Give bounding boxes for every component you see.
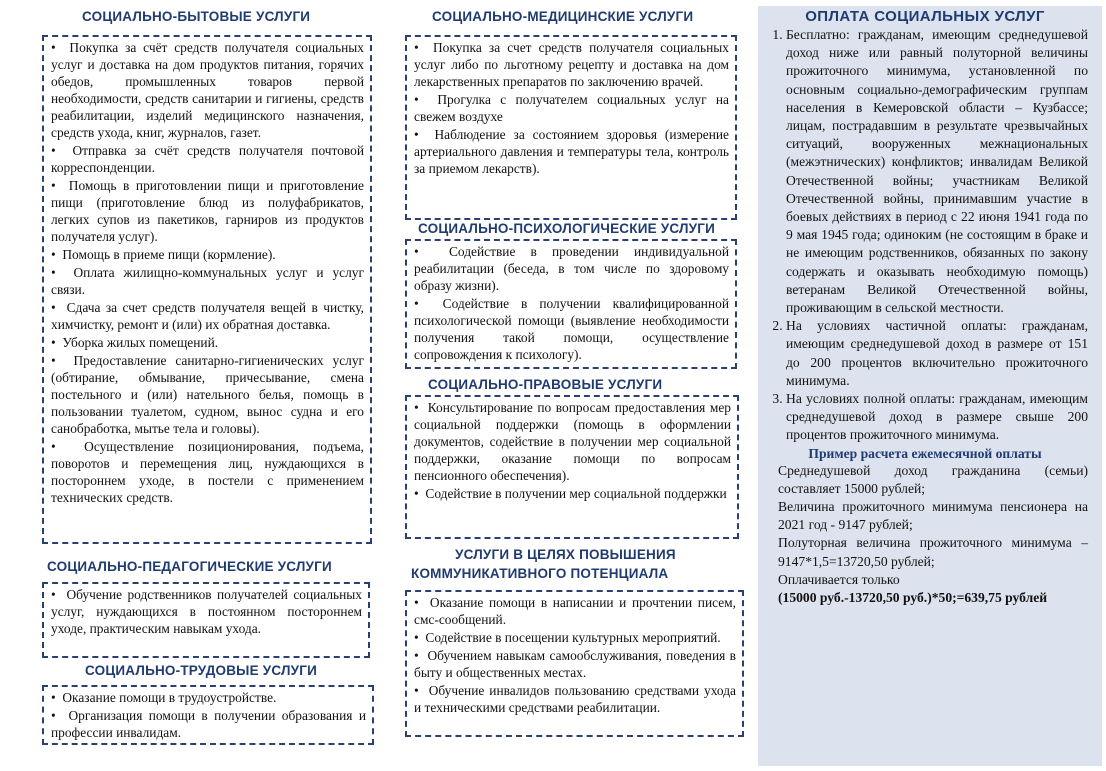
labor-services-list <box>51 689 366 741</box>
list-item: • Осуществление позиционирования, подъема, поворотов и перемещения лиц, нуждающихся в постороннем уходе, в постели с применением технических средств. <box>51 438 364 506</box>
example-line: Среднедушевой доход гражданина (семьи) составляет 15000 рублей; <box>778 462 1088 496</box>
legal-services-list <box>414 399 731 502</box>
list-item: • Организация помощи в получении образования и профессии инвалидам. <box>51 707 366 741</box>
list-item: • Оказание помощи в трудоустройстве. <box>51 689 366 706</box>
list-item: • Обучение родственников получателей социальных услуг, нуждающихся в постоянном постороннем уходе, практическим навыкам ухода. <box>51 586 362 637</box>
list-item: • Покупка за счёт средств получателя социальных услуг и доставка на дом продуктов питания, горячих обедов, промышленных товаров первой необходимости, средств санитарии и гигиены, средств реабилитации, изделий медицинского назначения, средств ухода, книг, журналов, газет. <box>51 39 364 141</box>
list-item: • Обучение инвалидов пользованию средствами ухода и техническими средствами реабилитации. <box>414 682 736 716</box>
medical-services-heading: СОЦИАЛЬНО-МЕДИЦИНСКИЕ УСЛУГИ <box>432 9 694 24</box>
list-item: • Прогулка с получателем социальных услуг на свежем воздухе <box>414 91 729 125</box>
payment-panel <box>758 6 1102 766</box>
example-line: Полуторная величина прожиточного минимума – 9147*1,5=13720,50 рублей; <box>778 535 1088 569</box>
example-line: Величина прожиточного минимума пенсионера на 2021 год - 9147 рублей; <box>778 499 1088 533</box>
labor-services-heading: СОЦИАЛЬНО-ТРУДОВЫЕ УСЛУГИ <box>85 663 317 678</box>
list-item: • Консультирование по вопросам предоставления мер социальной поддержки (помощь в оформлении документов, содействие в получении мер социальной поддержки, оказание помощи по вопросам пенсионного обеспечения). <box>414 399 731 484</box>
psychological-services-list <box>414 243 729 363</box>
list-item: • Сдача за счет средств получателя вещей в чистку, химчистку, ремонт и (или) их обратная доставка. <box>51 299 364 333</box>
communicative-services-list <box>414 594 736 716</box>
list-item: • Покупка за счет средств получателя социальных услуг либо по льготному рецепту и доставка на дом лекарственных препаратов по заключению врачей. <box>414 39 729 90</box>
medical-services-box <box>405 35 737 220</box>
list-item: • Помощь в приготовлении пищи и приготовление пищи (приготовление блюд из полуфабрикатов, легких супов из пакетиков, гарниров из продуктов получателя услуг). <box>51 177 364 245</box>
medical-services-list <box>414 39 729 177</box>
payment-condition: 2. На условиях частичной оплаты: гражданам, имеющим среднедушевой доход в размере от 151 до 200 процентов включительно прожиточного минимума. <box>786 317 1088 390</box>
pedagogical-services-box <box>42 582 370 658</box>
household-services-heading: СОЦИАЛЬНО-БЫТОВЫЕ УСЛУГИ <box>82 9 311 24</box>
list-item: • Наблюдение за состоянием здоровья (измерение артериального давления и температуры тела, контроль за приемом лекарств). <box>414 126 729 177</box>
example-line: Оплачивается только <box>778 571 900 587</box>
payment-conditions-list <box>762 26 1088 445</box>
household-services-list <box>51 39 364 506</box>
payment-title: ОПЛАТА СОЦИАЛЬНЫХ УСЛУГ <box>805 8 1045 25</box>
list-item: • Содействие в проведении индивидуальной реабилитации (беседа, в том числе по здоровому образу жизни). <box>414 243 729 294</box>
pedagogical-services-heading: СОЦИАЛЬНО-ПЕДАГОГИЧЕСКИЕ УСЛУГИ <box>47 559 332 574</box>
example-title: Пример расчета ежемесячной оплаты <box>808 445 1042 461</box>
labor-services-box <box>42 685 374 745</box>
list-item: • Содействие в получении мер социальной поддержки <box>414 485 731 502</box>
legal-services-heading: СОЦИАЛЬНО-ПРАВОВЫЕ УСЛУГИ <box>428 377 663 392</box>
psychological-services-box <box>405 239 737 369</box>
payment-example <box>762 462 1088 608</box>
pedagogical-services-list <box>51 586 362 637</box>
list-item: • Содействие в получении квалифицированной психологической помощи (выявление необходимости получения такой помощи, осуществление сопровождения к психологу). <box>414 295 729 363</box>
list-item: • Оказание помощи в написании и прочтении писем, смс-сообщений. <box>414 594 736 628</box>
payment-condition: 1. Бесплатно: гражданам, имеющим среднедушевой доход ниже или равный полуторной величины прожиточного минимума, установленной по основным социально-демографическим группам населения в Кемеровской области – Кузбассе; лицам, пострадавшим в результате чрезвычайных ситуаций, вооруженных межнациональных (межэтнических) конфликтов; инвалидам Великой Отечественной войны; участникам Великой Отечественной войны, принимавшим участие в боевых действиях в период с 22 июня 1941 года по 9 мая 1945 года; одиноким (не состоящим в браке и не имеющим родственников, обязанных по закону содержать и оказывать необходимую помощь) ветеранам Великой Отечественной войны, проживающим в сельской местности. <box>786 26 1088 317</box>
list-item: • Предоставление санитарно-гигиенических услуг (обтирание, обмывание, причесывание, смена постельного и (или) нательного белья, помощь в пользовании туалетом, судном, вынос судна и его санобработка, мытье тела и головы). <box>51 352 364 437</box>
list-item: • Оплата жилищно-коммунальных услуг и услуг связи. <box>51 264 364 298</box>
list-item: • Помощь в приеме пищи (кормление). <box>51 246 364 263</box>
household-services-box <box>42 35 372 544</box>
psychological-services-heading: СОЦИАЛЬНО-ПСИХОЛОГИЧЕСКИЕ УСЛУГИ <box>418 221 715 236</box>
communicative-services-heading-1: УСЛУГИ В ЦЕЛЯХ ПОВЫШЕНИЯ <box>455 547 676 562</box>
communicative-services-box <box>405 590 744 737</box>
list-item: • Отправка за счёт средств получателя почтовой корреспонденции. <box>51 142 364 176</box>
communicative-services-heading-2: КОММУНИКАТИВНОГО ПОТЕНЦИАЛА <box>411 566 669 581</box>
example-result: (15000 руб.-13720,50 руб.)*50;=639,75 рублей <box>778 590 1048 606</box>
list-item: • Содействие в посещении культурных мероприятий. <box>414 629 736 646</box>
payment-condition: 3. На условиях полной оплаты: гражданам, имеющим среднедушевой доход в размере свыше 200 процентов прожиточного минимума. <box>786 390 1088 445</box>
list-item: • Обучением навыкам самообслуживания, поведения в быту и общественных местах. <box>414 647 736 681</box>
legal-services-box <box>405 395 739 539</box>
list-item: • Уборка жилых помещений. <box>51 334 364 351</box>
